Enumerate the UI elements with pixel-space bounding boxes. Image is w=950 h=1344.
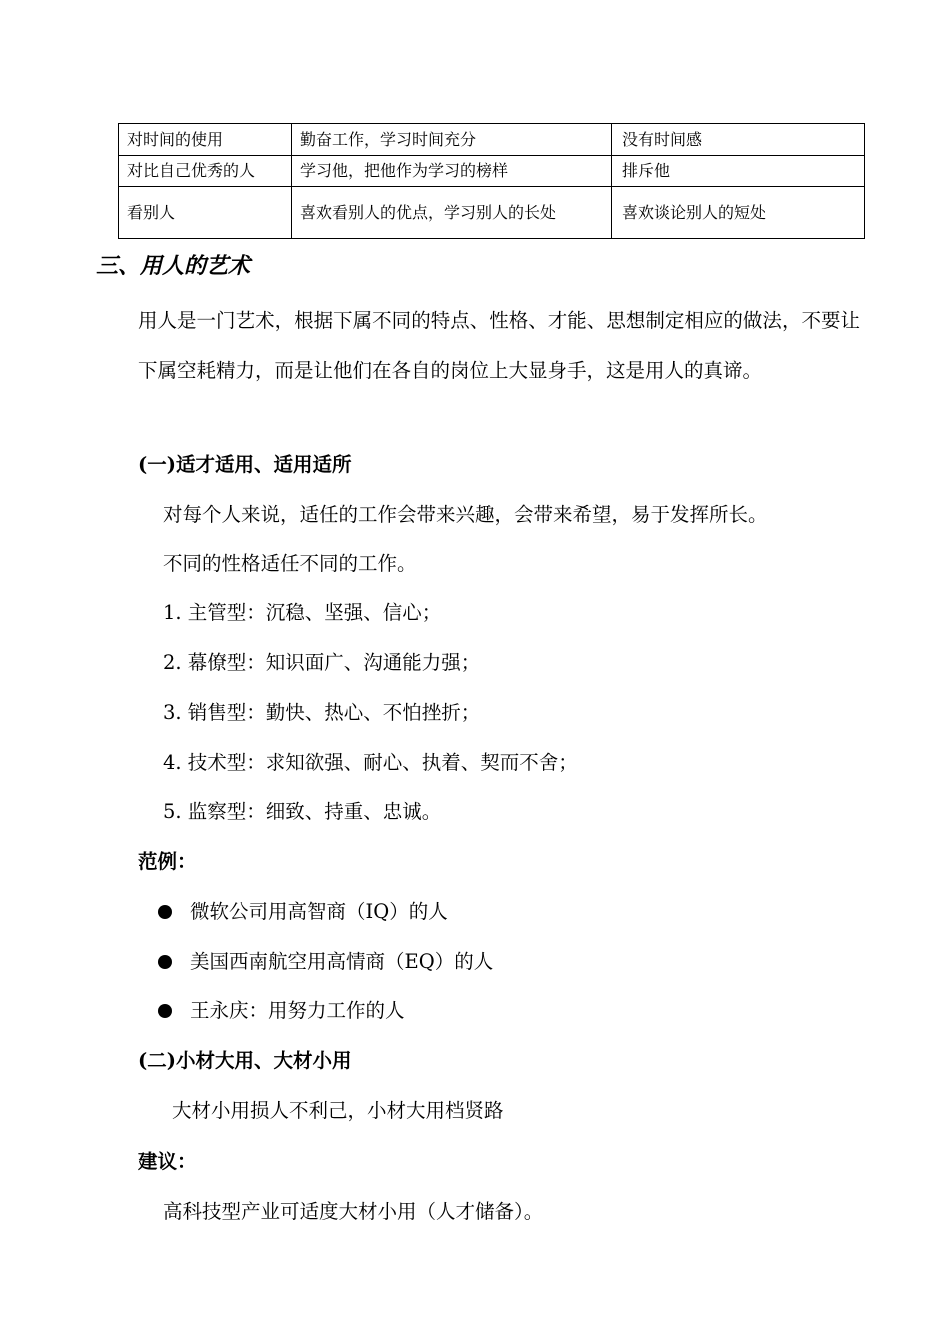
paragraph-personality: 不同的性格适任不同的工作。	[163, 552, 417, 575]
bullet-icon	[158, 1004, 172, 1018]
intro-paragraph: 用人是一门艺术，根据下属不同的特点、性格、才能、思想制定相应的做法，不要让下属空耗精力，而是让他们在各自的岗位上大显身手，这是用人的真谛。	[138, 309, 860, 382]
comparison-table	[118, 123, 865, 239]
table-row	[119, 187, 865, 239]
table-cell-bad: 排斥他	[612, 156, 865, 187]
subsection-heading-1: (一)适才适用、适用适所	[138, 453, 352, 476]
table-row	[119, 156, 865, 187]
table-cell-good: 喜欢看别人的优点，学习别人的长处	[292, 187, 612, 239]
example-item: 美国西南航空用高情商（EQ）的人	[190, 950, 494, 973]
list-item: 1. 主管型：沉稳、坚强、信心；	[163, 601, 442, 624]
paragraph-interest: 对每个人来说，适任的工作会带来兴趣，会带来希望，易于发挥所长。	[163, 503, 768, 526]
example-label: 范例：	[138, 850, 197, 873]
table-cell-good: 勤奋工作，学习时间充分	[292, 124, 612, 156]
advice-label: 建议：	[138, 1150, 197, 1173]
example-item: 王永庆：用努力工作的人	[190, 999, 405, 1022]
list-item: 4. 技术型：求知欲强、耐心、执着、契而不舍；	[163, 751, 578, 774]
advice-text: 高科技型产业可适度大材小用（人才储备）。	[163, 1200, 544, 1223]
table-cell-item: 对比自己优秀的人	[119, 156, 292, 187]
table-cell-bad: 喜欢谈论别人的短处	[612, 187, 865, 239]
section-title: 三、用人的艺术	[96, 253, 251, 279]
table-row	[119, 124, 865, 156]
list-item: 2. 幕僚型：知识面广、沟通能力强；	[163, 651, 481, 674]
bullet-icon	[158, 955, 172, 969]
table-cell-good: 学习他，把他作为学习的榜样	[292, 156, 612, 187]
bullet-icon	[158, 905, 172, 919]
table-cell-bad: 没有时间感	[612, 124, 865, 156]
subsection-heading-2: (二)小材大用、大材小用	[138, 1049, 352, 1072]
example-item: 微软公司用高智商（IQ）的人	[190, 900, 448, 923]
list-item: 5. 监察型：细致、持重、忠诚。	[163, 800, 442, 823]
list-item: 3. 销售型：勤快、热心、不怕挫折；	[163, 701, 481, 724]
table-cell-item: 看别人	[119, 187, 292, 239]
paragraph-talent: 大材小用损人不利己，小材大用档贤路	[172, 1099, 504, 1122]
table-cell-item: 对时间的使用	[119, 124, 292, 156]
